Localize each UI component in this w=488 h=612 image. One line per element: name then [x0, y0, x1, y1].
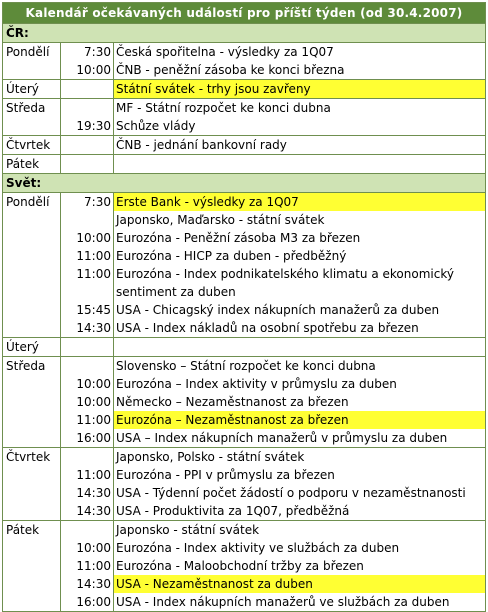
event-row: [61, 61, 485, 79]
day-group: [3, 356, 485, 447]
day-group: [3, 337, 485, 356]
event-row: [61, 193, 485, 211]
day-group: [3, 154, 485, 173]
event-text-highlighted: USA - Nezaměstnanost za duben: [114, 575, 485, 593]
event-list: [61, 357, 485, 447]
event-time: [61, 357, 114, 375]
event-list: [61, 99, 485, 135]
event-list: [61, 155, 485, 173]
event-time: 11:00: [61, 411, 114, 429]
event-text: [114, 155, 485, 173]
day-label: Úterý: [3, 80, 61, 98]
event-text: USA – Index nákupních manažerů v průmyslu za duben: [116, 431, 448, 445]
event-row: [61, 557, 485, 575]
event-time: 16:00: [61, 429, 114, 447]
event-text: Japonsko, Polsko - státní svátek: [116, 450, 305, 464]
event-row: [61, 502, 485, 520]
event-text: Eurozóna - PPI v průmyslu za březen: [116, 468, 335, 482]
event-row: [61, 247, 485, 265]
event-text: Německo – Nezaměstnanost za březen: [116, 395, 349, 409]
event-text: USA - Chicagský index nákupních manažerů za duben: [116, 303, 440, 317]
event-list: [61, 43, 485, 79]
calendar-table: [2, 2, 486, 612]
event-row: [61, 357, 485, 375]
event-time: 14:30: [61, 502, 114, 520]
event-time: 7:30: [61, 43, 114, 61]
event-list: [61, 136, 485, 154]
day-label: Pátek: [3, 155, 61, 173]
calendar-title: Kalendář očekávaných událostí pro příští týden (od 30.4.2007): [3, 3, 485, 23]
event-text: USA - Produktivita za 1Q07, předběžná: [116, 504, 350, 518]
day-label: Čtvrtek: [3, 448, 61, 520]
event-list: [61, 521, 485, 611]
event-time: [61, 338, 114, 356]
event-text: Eurozóna - Index aktivity ve službách za duben: [116, 541, 400, 555]
event-row: [61, 429, 485, 447]
event-text: Eurozóna - Maloobchodní tržby za březen: [116, 559, 364, 573]
event-row: [61, 43, 485, 61]
day-label: Středa: [3, 357, 61, 447]
event-text: MF - Státní rozpočet ke konci dubna: [116, 101, 331, 115]
event-text: Eurozóna - Index podnikatelského klimatu a ekonomický sentiment za duben: [116, 267, 454, 299]
day-label: Středa: [3, 99, 61, 135]
event-list: [61, 338, 485, 356]
event-time: [61, 211, 114, 229]
event-time: [61, 80, 114, 98]
event-row: [61, 301, 485, 319]
calendar-body: [3, 23, 485, 611]
event-row: [61, 265, 485, 301]
event-row: [61, 484, 485, 502]
day-group: [3, 42, 485, 79]
event-row: [61, 539, 485, 557]
day-group: [3, 79, 485, 98]
event-row: [61, 211, 485, 229]
event-text: ČNB - jednání bankovní rady: [116, 138, 287, 152]
day-group: [3, 98, 485, 135]
event-time: 11:00: [61, 265, 114, 301]
event-time: 10:00: [61, 539, 114, 557]
event-row: [61, 319, 485, 337]
event-time: [61, 155, 114, 173]
event-time: [61, 448, 114, 466]
event-text: Schůze vlády: [116, 119, 196, 133]
event-time: 19:30: [61, 117, 114, 135]
event-text: Eurozóna - HICP za duben - předběžný: [116, 249, 347, 263]
event-list: [61, 193, 485, 337]
event-time: [61, 521, 114, 539]
event-row: [61, 593, 485, 611]
event-time: 11:00: [61, 466, 114, 484]
day-label: Pondělí: [3, 43, 61, 79]
event-row: [61, 375, 485, 393]
event-list: [61, 448, 485, 520]
event-time: 14:30: [61, 484, 114, 502]
event-list: [61, 80, 485, 98]
day-group: [3, 520, 485, 611]
event-row: [61, 99, 485, 117]
event-row: [61, 80, 485, 98]
event-time: [61, 136, 114, 154]
event-text: Japonsko, Maďarsko - státní svátek: [116, 213, 325, 227]
event-text: ČNB - peněžní zásoba ke konci března: [116, 63, 345, 77]
event-time: 10:00: [61, 229, 114, 247]
event-text-highlighted: Erste Bank - výsledky za 1Q07: [114, 193, 485, 211]
event-row: [61, 155, 485, 173]
event-time: 10:00: [61, 61, 114, 79]
event-text: USA - Týdenní počet žádostí o podporu v nezaměstnanosti: [116, 486, 466, 500]
event-row: [61, 575, 485, 593]
event-time: 11:00: [61, 557, 114, 575]
event-time: 7:30: [61, 193, 114, 211]
event-time: [61, 99, 114, 117]
day-group: [3, 135, 485, 154]
event-row: [61, 229, 485, 247]
event-time: 10:00: [61, 393, 114, 411]
day-label: Pátek: [3, 521, 61, 611]
event-row: [61, 136, 485, 154]
event-text: USA - Index nákupních manažerů ve službách za duben: [116, 595, 450, 609]
event-time: 14:30: [61, 575, 114, 593]
section-header: ČR:: [3, 23, 485, 42]
day-group: [3, 447, 485, 520]
event-text: Česká spořitelna - výsledky za 1Q07: [116, 45, 334, 59]
day-label: Čtvrtek: [3, 136, 61, 154]
section-header: Svět:: [3, 173, 485, 192]
event-time: 14:30: [61, 319, 114, 337]
event-row: [61, 448, 485, 466]
event-text: Japonsko - státní svátek: [116, 523, 260, 537]
day-label: Úterý: [3, 338, 61, 356]
day-label: Pondělí: [3, 193, 61, 337]
day-group: [3, 192, 485, 337]
event-time: 15:45: [61, 301, 114, 319]
event-row: [61, 393, 485, 411]
event-time: 11:00: [61, 247, 114, 265]
event-text: Eurozóna – Index aktivity v průmyslu za duben: [116, 377, 397, 391]
event-row: [61, 521, 485, 539]
event-text-highlighted: Státní svátek - trhy jsou zavřeny: [114, 80, 485, 98]
event-text: Eurozóna - Peněžní zásoba M3 za březen: [116, 231, 361, 245]
event-text: Slovensko – Státní rozpočet ke konci dubna: [116, 359, 376, 373]
event-text-highlighted: Eurozóna – Nezaměstnanost za březen: [114, 411, 485, 429]
event-row: [61, 466, 485, 484]
event-time: 10:00: [61, 375, 114, 393]
event-row: [61, 338, 485, 356]
event-text: USA - Index nákladů na osobní spotřebu za březen: [116, 321, 419, 335]
event-row: [61, 117, 485, 135]
event-text: [114, 338, 485, 356]
event-time: 16:00: [61, 593, 114, 611]
event-row: [61, 411, 485, 429]
